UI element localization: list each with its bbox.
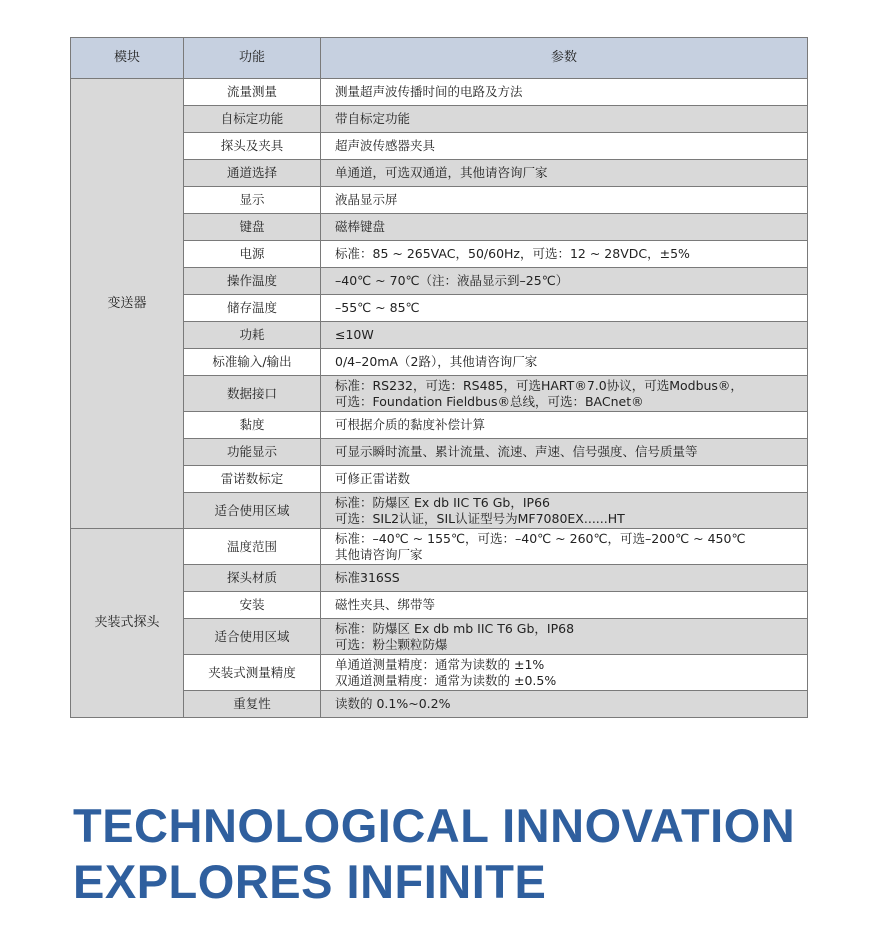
- parameter-line: 可选：粉尘颗粒防爆: [335, 636, 448, 652]
- parameter-line: 可选：SIL2认证，SIL认证型号为MF7080EX......HT: [335, 510, 625, 526]
- function-cell: 安装: [184, 592, 321, 619]
- parameter-line: 标准：85 ~ 265VAC，50/60Hz，可选：12 ~ 28VDC，±5%: [335, 246, 690, 261]
- parameter-cell: [321, 241, 808, 268]
- parameter-line: 单通道测量精度：通常为读数的 ±1%: [335, 656, 545, 672]
- function-cell: 夹装式测量精度: [184, 655, 321, 691]
- parameter-line: 可选：Foundation Fieldbus®总线，可选：BACnet®: [335, 393, 644, 409]
- parameter-line: –40℃ ~ 70℃（注：液晶显示到–25℃）: [335, 273, 569, 288]
- function-cell: 探头材质: [184, 565, 321, 592]
- function-cell: 显示: [184, 187, 321, 214]
- table-header-row: [71, 38, 808, 79]
- function-cell: 操作温度: [184, 268, 321, 295]
- header-parameter: 参数: [321, 38, 808, 79]
- function-cell: 适合使用区域: [184, 619, 321, 655]
- parameter-cell: [321, 133, 808, 160]
- parameter-line: 读数的 0.1%~0.2%: [335, 696, 451, 711]
- parameter-cell: [321, 592, 808, 619]
- module-group-cell: 夹装式探头: [71, 529, 184, 718]
- function-cell: 适合使用区域: [184, 493, 321, 529]
- parameter-line: 磁棒键盘: [335, 219, 386, 234]
- parameter-line: 0/4–20mA（2路），其他请咨询厂家: [335, 354, 538, 369]
- parameter-cell: [321, 691, 808, 718]
- parameter-cell: [321, 322, 808, 349]
- parameter-cell: [321, 160, 808, 187]
- parameter-line: 标准316SS: [335, 570, 400, 585]
- parameter-line: 标准：防爆区 Ex db mb IIC T6 Gb，IP68: [335, 620, 575, 636]
- function-cell: 雷诺数标定: [184, 466, 321, 493]
- function-cell: 键盘: [184, 214, 321, 241]
- parameter-line: ≤10W: [335, 327, 374, 342]
- function-cell: 温度范围: [184, 529, 321, 565]
- parameter-line: 可显示瞬时流量、累计流量、流速、声速、信号强度、信号质量等: [335, 444, 698, 459]
- table-body: [71, 79, 808, 718]
- function-cell: 重复性: [184, 691, 321, 718]
- function-cell: 流量测量: [184, 79, 321, 106]
- parameter-cell: [321, 529, 808, 565]
- parameter-cell: [321, 466, 808, 493]
- parameter-line: 可根据介质的黏度补偿计算: [335, 417, 486, 432]
- parameter-cell: [321, 187, 808, 214]
- function-cell: 电源: [184, 241, 321, 268]
- function-cell: 功能显示: [184, 439, 321, 466]
- function-cell: 储存温度: [184, 295, 321, 322]
- spec-table: [70, 37, 808, 718]
- function-cell: 功耗: [184, 322, 321, 349]
- parameter-cell: [321, 439, 808, 466]
- parameter-cell: [321, 619, 808, 655]
- parameter-cell: [321, 106, 808, 133]
- function-cell: 探头及夹具: [184, 133, 321, 160]
- parameter-cell: [321, 268, 808, 295]
- parameter-line: –55℃ ~ 85℃: [335, 300, 420, 315]
- slogan: [73, 798, 795, 910]
- parameter-line: 标准：RS232，可选：RS485，可选HART®7.0协议，可选Modbus®，: [335, 377, 743, 393]
- parameter-line: 液晶显示屏: [335, 192, 398, 207]
- parameter-line: 带自标定功能: [335, 111, 411, 126]
- parameter-line: 双通道测量精度：通常为读数的 ±0.5%: [335, 672, 557, 688]
- parameter-line: 标准：防爆区 Ex db IIC T6 Gb，IP66: [335, 494, 550, 510]
- function-cell: 数据接口: [184, 376, 321, 412]
- parameter-cell: [321, 376, 808, 412]
- function-cell: 自标定功能: [184, 106, 321, 133]
- header-function: 功能: [184, 38, 321, 79]
- parameter-cell: [321, 655, 808, 691]
- parameter-cell: [321, 412, 808, 439]
- parameter-cell: [321, 214, 808, 241]
- parameter-line: 磁性夹具、绑带等: [335, 597, 436, 612]
- parameter-cell: [321, 493, 808, 529]
- header-module: 模块: [71, 38, 184, 79]
- module-group-cell: 变送器: [71, 79, 184, 529]
- parameter-line: 测量超声波传播时间的电路及方法: [335, 84, 523, 99]
- parameter-line: 可修正雷诺数: [335, 471, 411, 486]
- parameter-line: 超声波传感器夹具: [335, 138, 436, 153]
- table-row: [71, 79, 808, 106]
- slogan-line-2: EXPLORES INFINITE: [73, 855, 547, 908]
- parameter-line: 其他请咨询厂家: [335, 546, 423, 562]
- parameter-cell: [321, 79, 808, 106]
- slogan-line-1: TECHNOLOGICAL INNOVATION: [73, 799, 796, 852]
- parameter-cell: [321, 295, 808, 322]
- function-cell: 标准输入/输出: [184, 349, 321, 376]
- parameter-line: 标准：–40℃ ~ 155℃，可选：–40℃ ~ 260℃，可选–200℃ ~ 450℃: [335, 530, 746, 546]
- function-cell: 通道选择: [184, 160, 321, 187]
- parameter-cell: [321, 349, 808, 376]
- function-cell: 黏度: [184, 412, 321, 439]
- parameter-cell: [321, 565, 808, 592]
- parameter-line: 单通道，可选双通道，其他请咨询厂家: [335, 165, 548, 180]
- table-row: [71, 529, 808, 565]
